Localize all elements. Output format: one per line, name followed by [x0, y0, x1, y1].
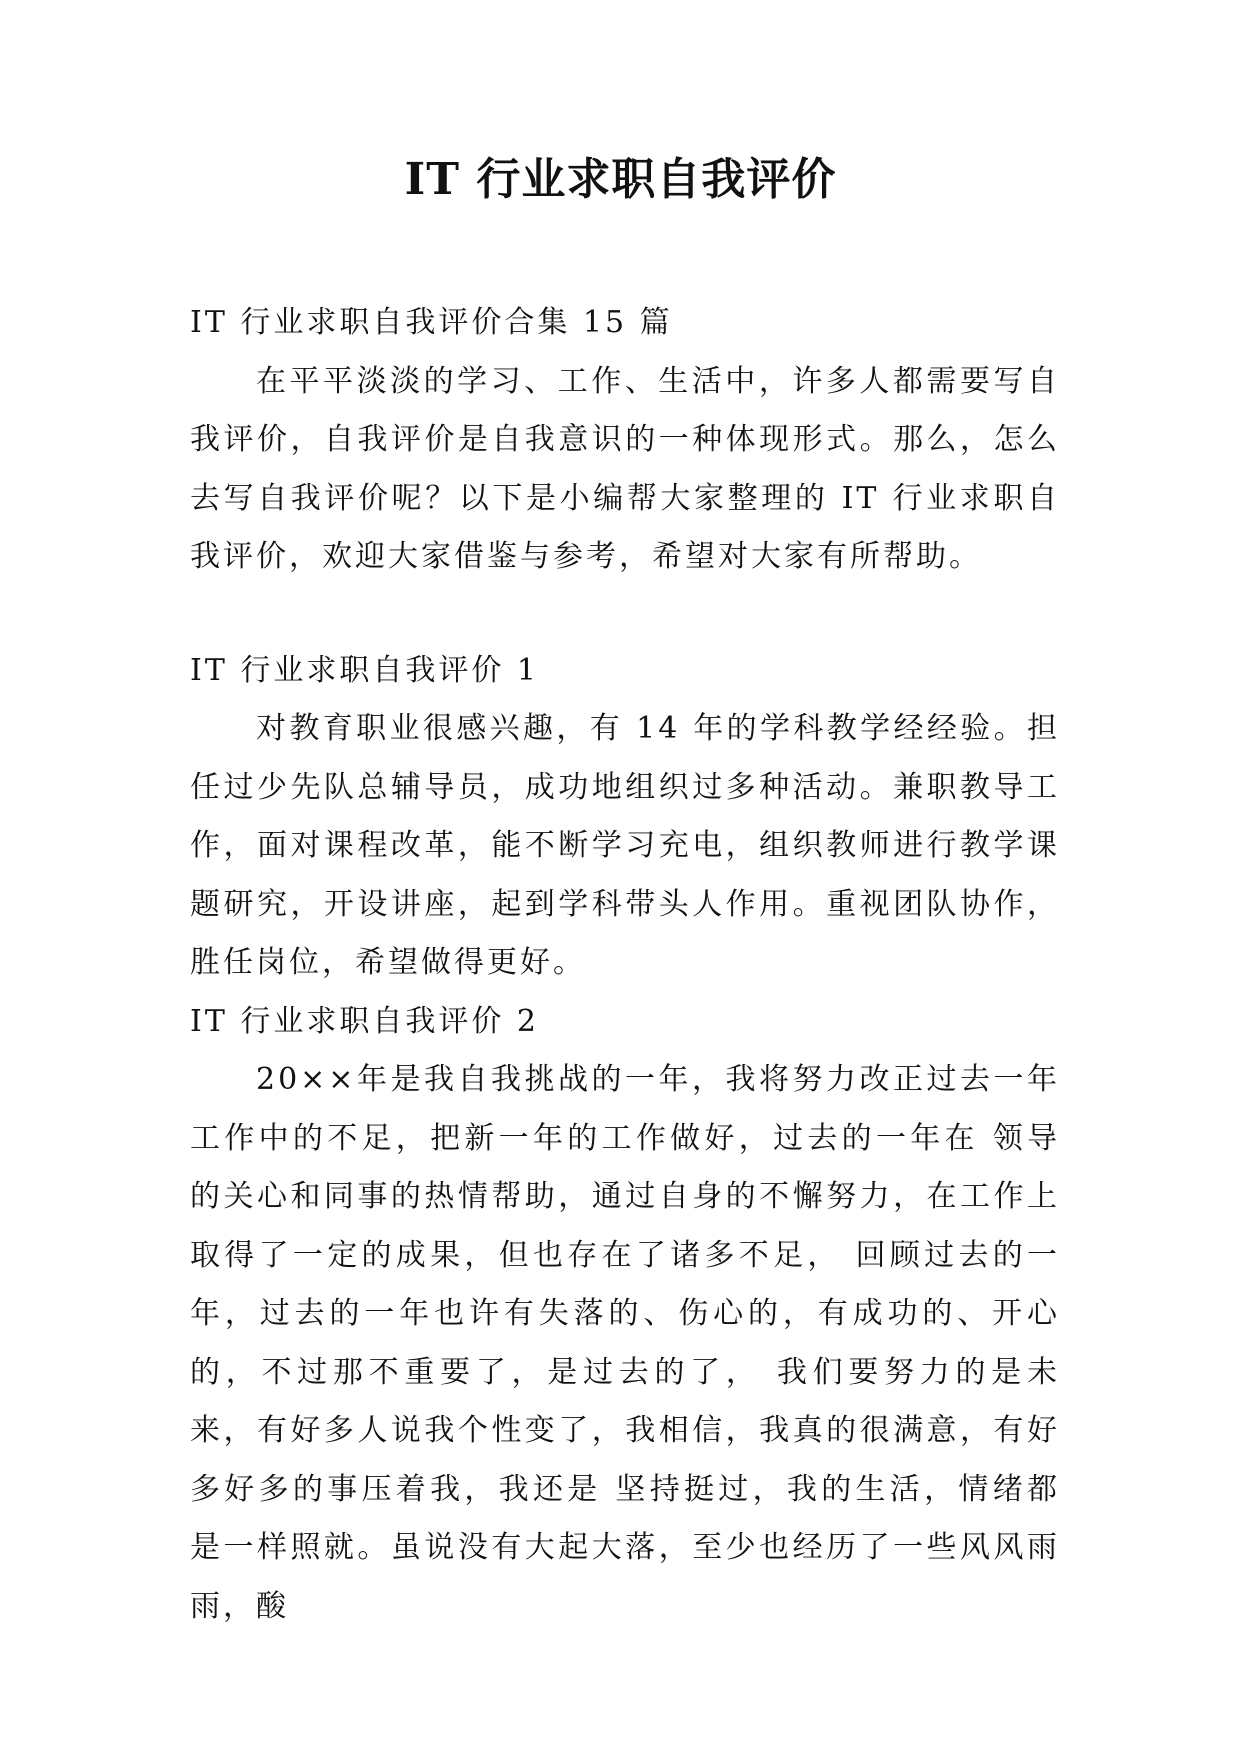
- section-spacer: [190, 587, 1060, 642]
- intro-paragraph: 在平平淡淡的学习、工作、生活中，许多人都需要写自我评价，自我评价是自我意识的一种体现形式。那么，怎么去写自我评价呢？以下是小编帮大家整理的 IT 行业求职自我评价，欢迎大家借鉴与参考，希望对大家有所帮助。: [190, 363, 1060, 574]
- section-body-1: 对教育职业很感兴趣，有 14 年的学科教学经经验。担任过少先队总辅导员，成功地组织过多种活动。兼职教导工作，面对课程改革，能不断学习充电，组织教师进行教学课题研究，开设讲座，起到学科带头人作用。重视团队协作，胜任岗位，希望做得更好。: [190, 711, 1060, 980]
- section-heading-2: IT 行业求职自我评价 2: [190, 1003, 540, 1039]
- document-title: IT 行业求职自我评价: [404, 154, 837, 205]
- section-heading-1: IT 行业求职自我评价 1: [190, 652, 540, 688]
- section-body-2: 20××年是我自我挑战的一年，我将努力改正过去一年工作中的不足，把新一年的工作做好，过去的一年在 领导的关心和同事的热情帮助，通过自身的不懈努力，在工作上取得了一定的成果，但也存在了诸多不足， 回顾过去的一年，过去的一年也许有失落的、伤心的，有成功的、开心的，不过那不重要了，是过去的了， 我们要努力的是未来，有好多人说我个性变了，我相信，我真的很满意，有好多好多的事压着我，我还是 坚持挺过，我的生活，情绪都是一样照就。虽说没有大起大落，至少也经历了一些风风雨雨，酸: [190, 1062, 1060, 1624]
- document-subtitle: IT 行业求职自我评价合集 15 篇: [190, 305, 673, 340]
- document-body: [190, 294, 1060, 1636]
